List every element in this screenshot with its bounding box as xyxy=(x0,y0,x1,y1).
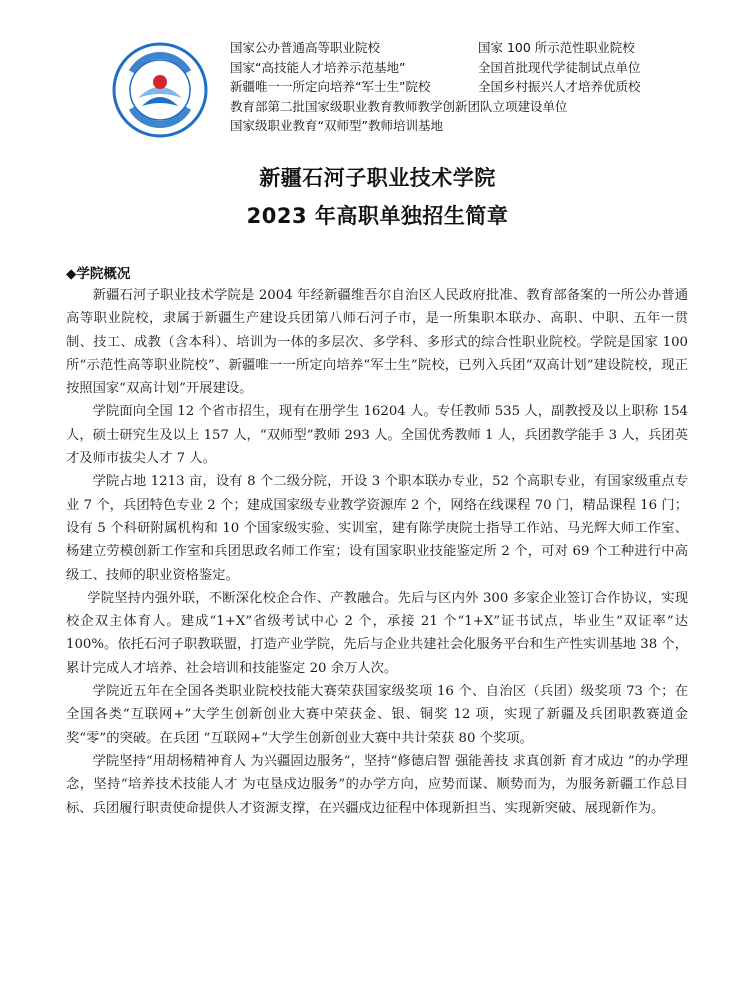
honor-item: 全国首批现代学徒制试点单位 xyxy=(478,59,641,75)
document-subtitle: 2023 年高职单独招生简章 xyxy=(246,204,509,228)
paragraph: 学院面向全国 12 个省市招生，现有在册学生 16204 人。专任教师 535 人，副教授及以上职称 154 人，硕士研究生及以上 157 人，“双师型”教师 293 人。全国优秀教师 1 人，兵团教学能手 3 人，兵团英才及师市拔尖人才 7 人。 xyxy=(66,404,688,467)
paragraph: 学院坚持“用胡杨精神育人 为兴疆固边服务”，坚持“修德启智 强能善技 求真创新 育才成边 ”的办学理念，坚持“培养技术技能人才 为屯垦戍边服务”的办学方向，应势而谋、顺势而为，为服务新疆工作总目标、兵团履行职责使命提供人才资源支撑，在兴疆戍边征程中体现新担当、实现新突破、展现新作为。 xyxy=(66,753,688,816)
honor-item: 教育部第二批国家级职业教育教师教学创新团队立项建设单位 xyxy=(230,98,568,114)
paragraph: 学院占地 1213 亩，设有 8 个二级分院，开设 3 个职本联办专业，52 个高职专业，有国家级重点专业 7 个，兵团特色专业 2 个；建成国家级专业教学资源库 2 个，网络在线课程 70 门，精品课程 16 门；设有 5 个科研附属机构和 10 个国家级实验、实训室，建有陈学庚院士指导工作站、马光辉大师工作室、杨建立劳模创新工作室和兵团思政名师工作室；设有国家职业技能鉴定所 2 个，可对 69 个工种进行中高级工、技师的职业资格鉴定。 xyxy=(66,474,688,583)
honor-row xyxy=(230,38,730,58)
honor-item: 全国乡村振兴人才培养优质校 xyxy=(478,79,641,94)
document-title: 新疆石河子职业技术学院 xyxy=(259,166,496,190)
paragraph: 学院近五年在全国各类职业院校技能大赛荣获国家级奖项 16 个、自治区（兵团）级奖项 73 个；在全国各类“互联网+”大学生创新创业大赛中荣获金、银、铜奖 12 项，实现了新疆及兵团职教赛道金奖“零”的突破。在兵团 “互联网+”大学生创新创业大赛中共计荣获 80 个奖项。 xyxy=(66,684,688,746)
honors-list xyxy=(230,38,730,136)
honor-row xyxy=(230,58,730,78)
paragraph: 学院坚持内强外联，不断深化校企合作、产教融合。先后与区内外 300 多家企业签订合作协议，实现校企双主体育人。建成“1+X”省级考试中心 2 个，承接 21 个“1+X”证书试点，毕业生“双证率”达 100%。依托石河子职教联盟，打造产业学院，先后与企业共建社会化服务平台和生产性实训基地 38 个，累计完成人才培养、社会培训和技能鉴定 20 余万人次。 xyxy=(66,590,688,676)
honor-row xyxy=(230,77,730,97)
honor-item: 国家 100 所示范性职业院校 xyxy=(478,40,635,55)
college-logo xyxy=(112,42,208,138)
section-heading: ◆学院概况 xyxy=(66,266,131,282)
honor-item: 国家“高技能人才培养示范基地” xyxy=(230,59,406,75)
honor-item: 国家级职业教育“双师型”教师培训基地 xyxy=(230,118,443,133)
paragraph: 新疆石河子职业技术学院是 2004 年经新疆维吾尔自治区人民政府批准、教育部备案的一所公办普通高等职业院校，隶属于新疆生产建设兵团第八师石河子市，是一所集职本联办、高职、中职、五年一贯制、技工、成教（含本科）、培训为一体的多层次、多学科、多形式的综合性职业院校。学院是国家 100 所“示范性高等职业院校”、新疆唯一一所定向培养“军士生”院校，已列入兵团“双高计划”建设院校，现正按照国家“双高计划”开展建设。 xyxy=(66,288,688,397)
honor-row xyxy=(230,97,730,117)
section-body xyxy=(66,284,688,820)
honor-item: 国家公办普通高等职业院校 xyxy=(230,40,381,55)
honor-item: 新疆唯一一所定向培养“军士生”院校 xyxy=(230,79,431,94)
honor-row xyxy=(230,116,730,136)
